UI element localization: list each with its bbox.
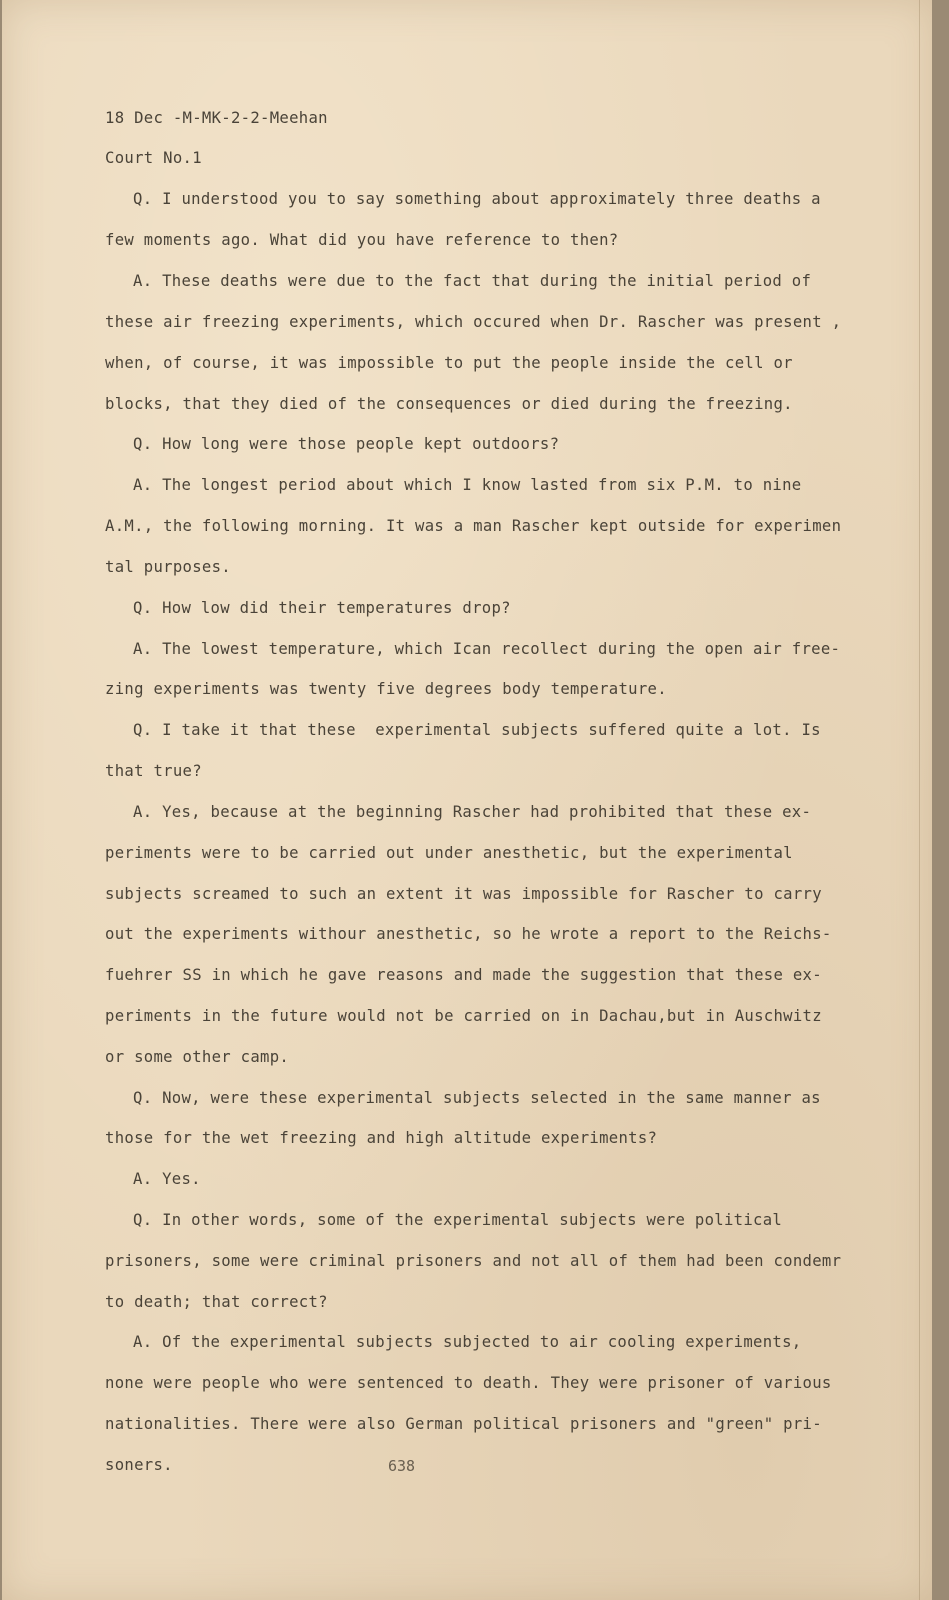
document-page	[2, 0, 932, 1600]
transcript-line: out the experiments withour anesthetic, so he wrote a report to the Reichs-	[105, 925, 832, 943]
transcript-line: Q. I take it that these experimental subjects suffered quite a lot. Is	[133, 721, 821, 739]
transcript-line: A. Yes, because at the beginning Rascher had prohibited that these ex-	[133, 803, 812, 821]
page-edge-line	[919, 0, 920, 1600]
transcript-line: to death; that correct?	[105, 1293, 328, 1311]
transcript-line: nationalities. There were also German political prisoners and "green" pri-	[105, 1415, 822, 1433]
transcript-line: blocks, that they died of the consequences or died during the freezing.	[105, 395, 793, 413]
transcript-line: fuehrer SS in which he gave reasons and made the suggestion that these ex-	[105, 966, 822, 984]
transcript-line: periments in the future would not be carried on in Dachau,but in Auschwitz	[105, 1007, 822, 1025]
transcript-line: subjects screamed to such an extent it was impossible for Rascher to carry	[105, 885, 822, 903]
session-header: 18 Dec -M-MK-2-2-Meehan	[105, 109, 328, 127]
court-label: Court No.1	[105, 149, 202, 167]
transcript-line: A. Of the experimental subjects subjected to air cooling experiments,	[133, 1333, 802, 1351]
transcript-line: zing experiments was twenty five degrees body temperature.	[105, 680, 667, 698]
transcript-line: few moments ago. What did you have reference to then?	[105, 231, 619, 249]
transcript-line: these air freezing experiments, which occured when Dr. Rascher was present ,	[105, 313, 842, 331]
transcript-line: Q. How long were those people kept outdoors?	[133, 435, 560, 453]
transcript-line: Q. I understood you to say something about approximately three deaths a	[133, 190, 821, 208]
transcript-line: Q. Now, were these experimental subjects selected in the same manner as	[133, 1089, 821, 1107]
transcript-line: A. Yes.	[133, 1170, 201, 1188]
transcript-line: that true?	[105, 762, 202, 780]
transcript-line: periments were to be carried out under anesthetic, but the experimental	[105, 844, 793, 862]
transcript-line: prisoners, some were criminal prisoners and not all of them had been condemr	[105, 1252, 842, 1270]
transcript-line: Q. In other words, some of the experimental subjects were political	[133, 1211, 783, 1229]
transcript-line: A. These deaths were due to the fact that during the initial period of	[133, 272, 812, 290]
transcript-line: A. The longest period about which I know lasted from six P.M. to nine	[133, 476, 802, 494]
transcript-line: none were people who were sentenced to death. They were prisoner of various	[105, 1374, 832, 1392]
transcript-line: A. The lowest temperature, which Ican recollect during the open air free-	[133, 640, 841, 658]
transcript-line: Q. How low did their temperatures drop?	[133, 599, 511, 617]
transcript-line: those for the wet freezing and high altitude experiments?	[105, 1129, 658, 1147]
transcript-line: A.M., the following morning. It was a man Rascher kept outside for experimen	[105, 517, 842, 535]
transcript-line: or some other camp.	[105, 1048, 290, 1066]
transcript-line: tal purposes.	[105, 558, 231, 576]
transcript-line: when, of course, it was impossible to put the people inside the cell or	[105, 354, 793, 372]
transcript-line: soners.	[105, 1456, 173, 1474]
page-number: 638	[388, 1457, 416, 1475]
